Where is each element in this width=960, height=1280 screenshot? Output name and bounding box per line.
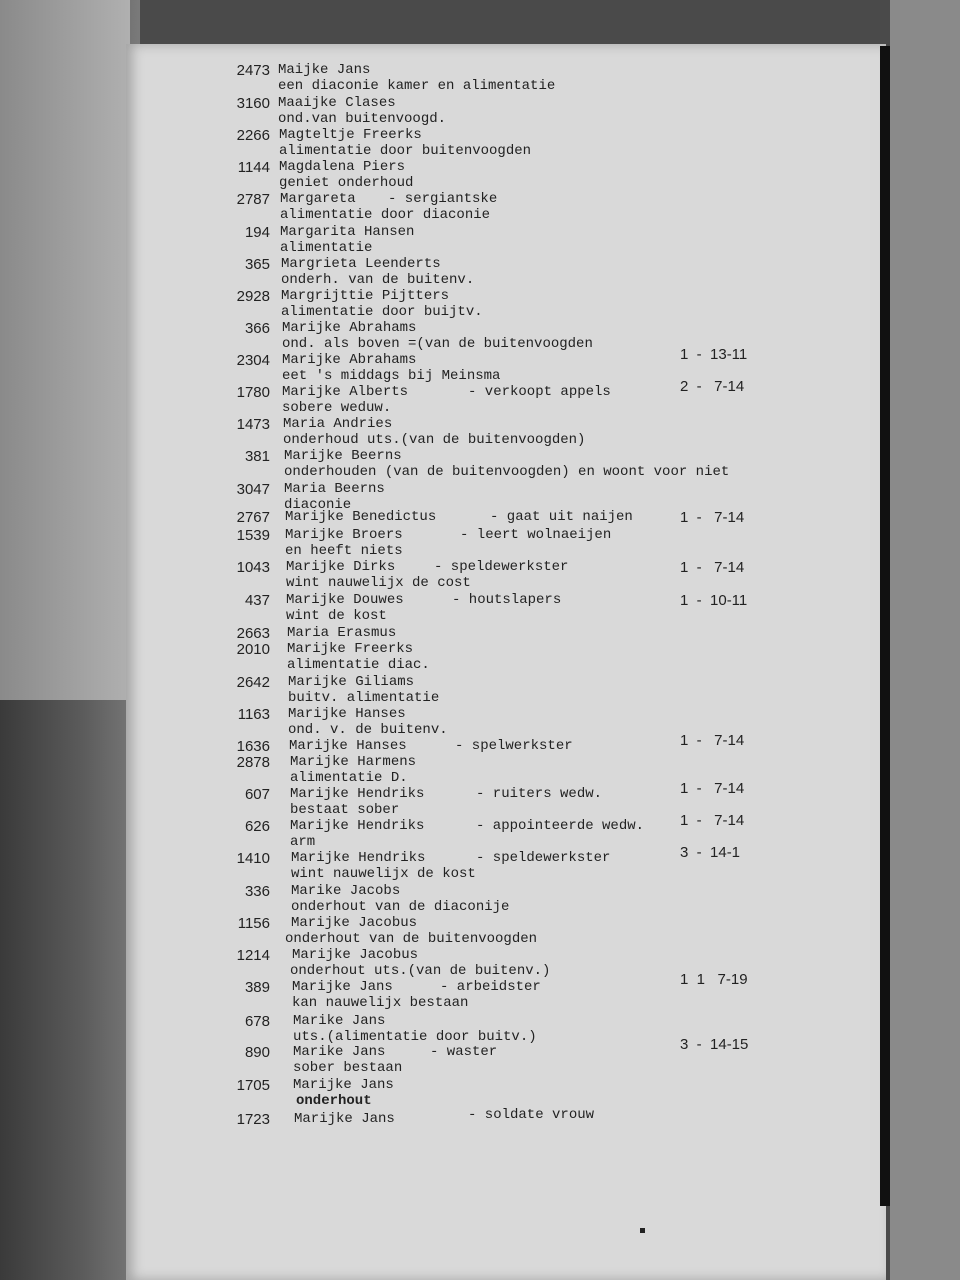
entry-number: 2642 xyxy=(236,674,270,691)
entry-name: Marijke Beerns xyxy=(284,448,402,464)
entry-name: Marike Jacobs xyxy=(291,883,401,899)
entry-name: Marijke Jans xyxy=(292,979,393,995)
entry-name: Marijke Hendriks xyxy=(290,786,425,802)
entry-note: ond.van buitenvoogd. xyxy=(278,111,447,127)
entry-description: - houtslapers xyxy=(452,592,562,608)
entry-name: Maaijke Clases xyxy=(278,95,396,111)
entry-number: 1473 xyxy=(236,416,270,433)
entry-name: Marijke Giliams xyxy=(288,674,415,690)
entry-description: - ruiters wedw. xyxy=(476,786,603,802)
entry-number: 389 xyxy=(244,979,270,996)
entry-note: wint nauwelijx de kost xyxy=(291,866,476,882)
entry-number: 2266 xyxy=(236,127,270,144)
entry-stat: 3 - 14-1 xyxy=(680,844,741,861)
entry-note: ond. v. de buitenv. xyxy=(288,722,448,738)
entry-name: Marijke Broers xyxy=(285,527,403,543)
entry-name: Margrieta Leenderts xyxy=(281,256,441,272)
entry-description: - leert wolnaeijen xyxy=(460,527,612,543)
entry-number: 2878 xyxy=(236,754,270,771)
entry-number: 1705 xyxy=(236,1077,270,1094)
entry-stat: 1 - 7-14 xyxy=(680,509,745,526)
entry xyxy=(0,674,960,706)
entry xyxy=(0,378,960,416)
entry-number: 1723 xyxy=(236,1111,270,1128)
entry-note: alimentatie door diaconie xyxy=(280,207,491,223)
entry-number: 1156 xyxy=(237,915,270,932)
entry-description: - appointeerde wedw. xyxy=(476,818,645,834)
entry-stat: 1 - 13-11 xyxy=(680,346,748,363)
entry-name: Marijke Hanses xyxy=(288,706,406,722)
entry xyxy=(0,527,960,559)
entry-name: Marijke Freerks xyxy=(287,641,414,657)
entry-description: - soldate vrouw xyxy=(468,1107,595,1123)
entry-number: 678 xyxy=(244,1013,270,1030)
entry-number: 626 xyxy=(244,818,270,835)
entry-name: Maijke Jans xyxy=(278,62,371,78)
entry-name: Marijke Benedictus xyxy=(285,509,437,525)
ink-dot xyxy=(640,1228,645,1233)
entry-description: - waster xyxy=(430,1044,498,1060)
entry-number: 336 xyxy=(244,883,270,900)
entry-description: - verkoopt appels xyxy=(468,384,611,400)
entry-note: alimentatie xyxy=(280,240,373,256)
entry-note: onderhout uts.(van de buitenv.) xyxy=(290,963,551,979)
entry-number: 2787 xyxy=(236,191,270,208)
entry xyxy=(0,62,960,94)
entry-stat: 2 - 7-14 xyxy=(680,378,745,395)
entry-number: 2663 xyxy=(236,625,270,642)
entry-description: - speldewerkster xyxy=(476,850,611,866)
entry-number: 365 xyxy=(244,256,270,273)
entry-number: 2304 xyxy=(236,352,270,369)
entry-name: Marijke Jans xyxy=(293,1077,394,1093)
entry-name: Marike Jans xyxy=(293,1013,386,1029)
entry-stat: 1 - 7-14 xyxy=(680,559,745,576)
entry-name: Marijke Hanses xyxy=(289,738,407,754)
entry xyxy=(0,592,960,624)
entry xyxy=(0,883,960,915)
entry xyxy=(0,191,960,223)
entry-name: Magteltje Freerks xyxy=(279,127,422,143)
entry-note: wint de kost xyxy=(286,608,387,624)
entry-note: alimentatie diac. xyxy=(287,657,430,673)
entry-number: 2767 xyxy=(236,509,270,526)
entry xyxy=(0,127,960,159)
entry-stat: 1 - 7-14 xyxy=(680,812,745,829)
entry-number: 3160 xyxy=(236,95,270,112)
entry-name: Marijke Jacobus xyxy=(292,947,419,963)
entry-name: Marijke Abrahams xyxy=(282,320,417,336)
entry-note: en heeft niets xyxy=(285,543,403,559)
entry-name: Maria Andries xyxy=(283,416,393,432)
entry xyxy=(0,95,960,127)
entry-name: Marike Jans xyxy=(293,1044,386,1060)
entry-note: buitv. alimentatie xyxy=(288,690,440,706)
entry-name: Marijke Abrahams xyxy=(282,352,417,368)
entry-note: alimentatie door buijtv. xyxy=(281,304,483,320)
entry-number: 194 xyxy=(244,224,270,241)
entry-description: - sergiantske xyxy=(388,191,498,207)
entry-number: 1780 xyxy=(236,384,270,401)
entry-name: Marijke Alberts xyxy=(282,384,409,400)
entry-stat: 1 1 7-19 xyxy=(680,971,748,988)
entry-description: - arbeidster xyxy=(440,979,541,995)
entry-name: Margarita Hansen xyxy=(280,224,415,240)
entry-name: Marijke Harmens xyxy=(290,754,417,770)
entry-note: onderhout van de buitenvoogden xyxy=(285,931,538,947)
entry-stat: 1 - 7-14 xyxy=(680,732,745,749)
entry xyxy=(0,159,960,191)
entry-note: onderhouden (van de buitenvoogden) en woont voor niet xyxy=(284,464,730,480)
entry-note: alimentatie door buitenvoogden xyxy=(279,143,532,159)
entry-note: diaconie xyxy=(284,497,352,513)
entry-number: 2010 xyxy=(236,641,270,658)
entry-number: 1144 xyxy=(237,159,270,176)
entry xyxy=(0,416,960,448)
entry-name: Magdalena Piers xyxy=(279,159,406,175)
entry-number: 366 xyxy=(244,320,270,337)
entry-name: Maria Beerns xyxy=(284,481,385,497)
entry-number: 1214 xyxy=(236,947,270,964)
entry-name: Marijke Douwes xyxy=(286,592,404,608)
entry-note: sober bestaan xyxy=(293,1060,403,1076)
entry xyxy=(0,559,960,591)
entry-number: 3047 xyxy=(236,481,270,498)
entry-number: 1539 xyxy=(236,527,270,544)
entry-number: 381 xyxy=(244,448,270,465)
entry-name: Marijke Dirks xyxy=(286,559,396,575)
entry-note: uts.(alimentatie door buitv.) xyxy=(293,1029,537,1045)
entry-note: onderhout van de diaconije xyxy=(291,899,510,915)
entry-name: Marijke Hendriks xyxy=(290,818,425,834)
entry-number: 1043 xyxy=(236,559,270,576)
entry xyxy=(0,915,960,947)
entry-name: Margareta xyxy=(280,191,356,207)
entry-note: sobere weduw. xyxy=(282,400,392,416)
entry xyxy=(0,288,960,320)
entry-description: - gaat uit naijen xyxy=(490,509,633,525)
entry-note: onderhout xyxy=(296,1093,372,1109)
entry xyxy=(0,224,960,256)
entry xyxy=(0,1107,960,1143)
entry-note: onderh. van de buitenv. xyxy=(281,272,475,288)
entry-note: onderhoud uts.(van de buitenvoogden) xyxy=(283,432,586,448)
entry xyxy=(0,448,960,480)
entry-name: Marijke Jans xyxy=(294,1111,395,1127)
entry-name: Maria Erasmus xyxy=(287,625,397,641)
entry xyxy=(0,641,960,673)
entry-number: 2473 xyxy=(236,62,270,79)
entry-note: wint nauwelijx de cost xyxy=(286,575,471,591)
entry-note: ond. als boven =(van de buitenvoogden xyxy=(282,336,593,352)
entry-note: een diaconie kamer en alimentatie xyxy=(278,78,556,94)
entry-number: 437 xyxy=(244,592,270,609)
entry-note: geniet onderhoud xyxy=(279,175,414,191)
entry-number: 2928 xyxy=(236,288,270,305)
entry-note: alimentatie D. xyxy=(290,770,408,786)
entry-number: 607 xyxy=(244,786,270,803)
entry-note: bestaat sober xyxy=(290,802,400,818)
entry-stat: 1 - 7-14 xyxy=(680,780,745,797)
entry-note: kan nauwelijx bestaan xyxy=(292,995,469,1011)
entry-name: Marijke Jacobus xyxy=(291,915,418,931)
entry-number: 1410 xyxy=(236,850,270,867)
entry-description: - spelwerkster xyxy=(455,738,573,754)
entry-note: eet 's middags bij Meinsma xyxy=(282,368,501,384)
entry xyxy=(0,256,960,288)
entry-note: arm xyxy=(290,834,316,850)
entry-stat: 3 - 14-15 xyxy=(680,1036,749,1053)
entry xyxy=(0,1077,960,1109)
entry-stat: 1 - 10-11 xyxy=(680,592,748,609)
entry-description: - speldewerkster xyxy=(434,559,569,575)
entry xyxy=(0,844,960,882)
entry-number: 890 xyxy=(244,1044,270,1061)
entry-number: 1163 xyxy=(237,706,270,723)
entry-name: Margrijttie Pijtters xyxy=(281,288,450,304)
entry-name: Marijke Hendriks xyxy=(291,850,426,866)
entry-number: 1636 xyxy=(236,738,270,755)
